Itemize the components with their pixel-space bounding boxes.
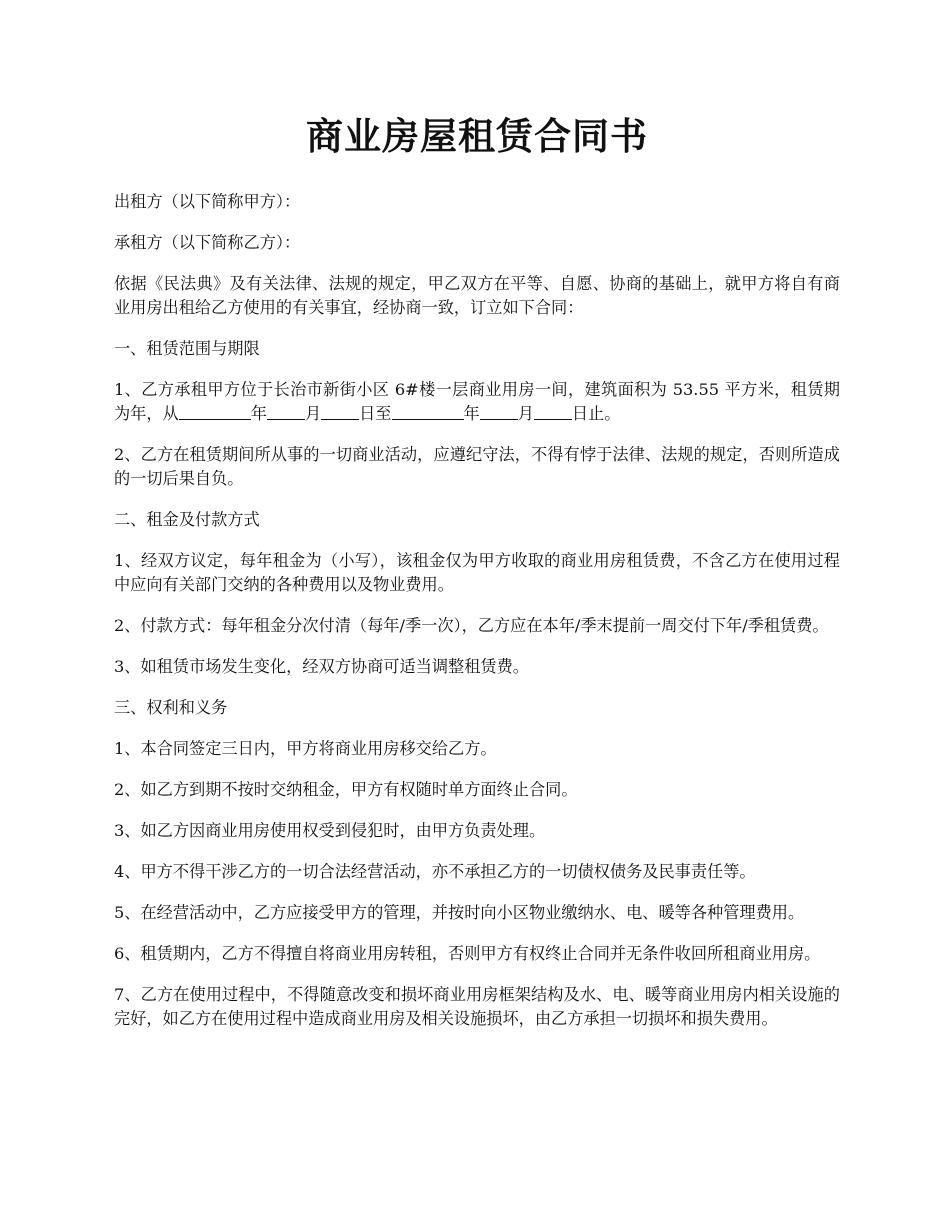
clause-3-6: 6、租赁期内，乙方不得擅自将商业用房转租，否则甲方有权终止合同并无条件收回所租商业用房。 xyxy=(114,944,821,963)
clause-2-1: 1、经双方议定，每年租金为（小写），该租金仅为甲方收取的商业用房租赁费，不含乙方在使用过程中应向有关部门交纳的各种费用以及物业费用。 xyxy=(114,551,840,594)
clause-3-4: 4、甲方不得干涉乙方的一切合法经营活动，亦不承担乙方的一切债权债务及民事责任等。 xyxy=(114,862,756,881)
clause-3-3: 3、如乙方因商业用房使用权受到侵犯时，由甲方负责处理。 xyxy=(114,821,546,840)
clause-3-1: 1、本合同签定三日内，甲方将商业用房移交给乙方。 xyxy=(114,739,497,758)
section-heading-3: 三、权利和义务 xyxy=(114,698,228,717)
start-day-label: 日至 xyxy=(359,404,392,423)
clause-3-5: 5、在经营活动中，乙方应接受甲方的管理，并按时向小区物业缴纳水、电、暖等各种管理费用。 xyxy=(114,903,805,922)
section-heading-2: 二、租金及付款方式 xyxy=(114,510,260,529)
start-month-blank xyxy=(267,402,305,420)
intro-paragraph: 依据《民法典》及有关法律、法规的规定，甲乙双方在平等、自愿、协商的基础上，就甲方将自有商业用房出租给乙方使用的有关事宜，经协商一致，订立如下合同： xyxy=(114,274,840,317)
document-title: 商业房屋租赁合同书 xyxy=(306,114,648,158)
start-year-blank xyxy=(179,402,251,420)
section-heading-1: 一、租赁范围与期限 xyxy=(114,339,260,358)
clause-2-2: 2、付款方式：每年租金分次付清（每年/季一次），乙方应在本年/季末提前一周交付下年/季租赁费。 xyxy=(114,616,829,635)
clause-1-1-text: 1、乙方承租甲方位于长治市新街小区 6#楼一层商业用房一间，建筑面积为 53.55 平方米，租赁期为年，从 xyxy=(114,380,840,423)
start-day-blank xyxy=(321,402,359,420)
clause-3-7: 7、乙方在使用过程中，不得随意改变和损坏商业用房框架结构及水、电、暖等商业用房内相关设施的完好，如乙方在使用过程中造成商业用房及相关设施损坏，由乙方承担一切损坏和损失费用。 xyxy=(114,985,840,1028)
start-year-label: 年 xyxy=(250,404,267,423)
contract-document xyxy=(114,112,840,1048)
end-month-blank xyxy=(480,402,518,420)
clause-1-2: 2、乙方在租赁期间所从事的一切商业活动，应遵纪守法，不得有悖于法律、法规的规定，否则所造成的一切后果自负。 xyxy=(114,445,840,488)
start-month-label: 月 xyxy=(304,404,322,423)
clause-2-3: 3、如租赁市场发生变化，经双方协商可适当调整租赁费。 xyxy=(114,657,529,676)
lessor-line: 出租方（以下简称甲方）： xyxy=(114,192,301,211)
clause-1-1 xyxy=(114,378,840,426)
end-month-label: 月 xyxy=(517,404,534,423)
end-day-label: 日止。 xyxy=(571,404,621,423)
end-year-blank xyxy=(392,402,464,420)
end-day-blank xyxy=(534,402,572,420)
lessee-line: 承租方（以下简称乙方）： xyxy=(114,233,301,252)
end-year-label: 年 xyxy=(463,404,480,423)
clause-3-2: 2、如乙方到期不按时交纳租金，甲方有权随时单方面终止合同。 xyxy=(114,780,578,799)
